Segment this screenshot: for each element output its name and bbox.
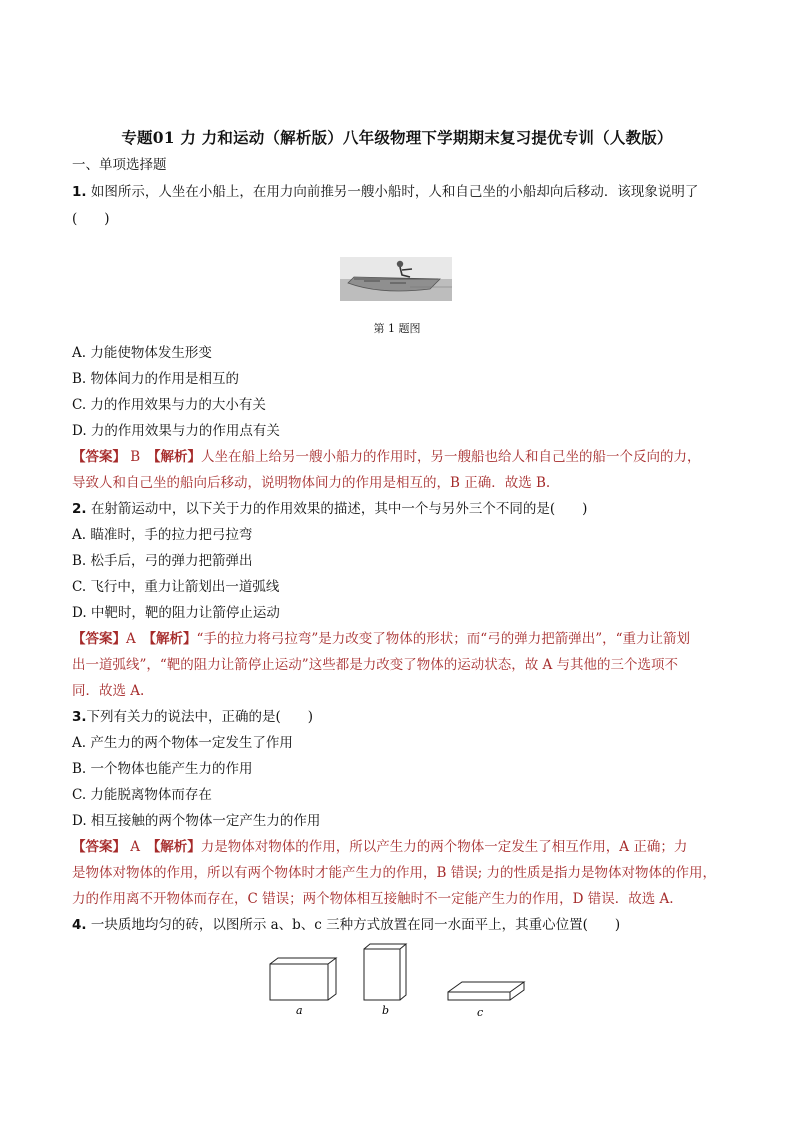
brick-a	[270, 958, 336, 1000]
analysis-text: 人坐在船上给另一艘小船力的作用时，另一艘船也给人和自己坐的船一个反向的力，	[200, 449, 701, 465]
answer-tag: 【答案】	[72, 449, 126, 465]
brick-b	[364, 944, 406, 1000]
boat-illustration	[340, 257, 452, 301]
brick-diagram	[266, 942, 528, 1018]
page-title: 专题01 力 力和运动（解析版）八年级物理下学期期末复习提优专训（人教版）	[121, 128, 673, 147]
option-a: A. 产生力的两个物体一定发生了作用	[72, 735, 293, 751]
question-text: 下列有关力的说法中，正确的是( )	[86, 709, 314, 725]
question-3	[72, 708, 724, 726]
analysis-line: 导致人和自己坐的船向后移动，说明物体间力的作用是相互的，B 正确．故选 B.	[72, 475, 551, 491]
question-1-bracket: ( )	[72, 211, 110, 227]
question-4	[72, 916, 724, 934]
answer-value: A	[126, 631, 150, 647]
brick-c	[448, 982, 524, 1000]
question-number: 1.	[72, 184, 87, 200]
option-b: B. 物体间力的作用是相互的	[72, 371, 240, 387]
option-b: B. 一个物体也能产生力的作用	[72, 761, 253, 777]
option-b: B. 松手后，弓的弹力把箭弹出	[72, 553, 253, 569]
analysis-line: 同．故选 A.	[72, 683, 145, 699]
answer-block	[72, 630, 724, 648]
analysis-line: 是物体对物体的作用，所以有两个物体时才能产生力的作用，B 错误; 力的性质是指力是物体对物体的作用，	[72, 865, 717, 881]
answer-block	[72, 838, 724, 856]
label-a: a	[296, 1004, 303, 1017]
question-number: 2.	[72, 501, 87, 517]
analysis-text: “手的拉力将弓拉弯”是力改变了物体的形状；而“弓的弹力把箭弹出”，“重力让箭划	[196, 631, 691, 647]
option-a: A. 瞄准时，手的拉力把弓拉弯	[72, 527, 253, 543]
question-number: 3.	[72, 709, 87, 725]
analysis-line: 出一道弧线”，“靶的阻力让箭停止运动”这些都是力改变了物体的运动状态，故 A 与其他的三个选项不	[72, 657, 679, 673]
question-number: 4.	[72, 917, 87, 933]
label-b: b	[382, 1004, 390, 1017]
option-d: D. 力的作用效果与力的作用点有关	[72, 423, 280, 439]
figure-caption: 第 1 题图	[373, 322, 421, 335]
option-d: D. 相互接触的两个物体一定产生力的作用	[72, 813, 321, 829]
option-d: D. 中靶时，靶的阻力让箭停止运动	[72, 605, 280, 621]
analysis-tag: 【解析】	[153, 839, 201, 855]
answer-block	[72, 448, 724, 466]
question-2	[72, 500, 724, 518]
label-c: c	[477, 1006, 484, 1018]
question-1	[72, 183, 724, 201]
analysis-tag: 【解析】	[149, 631, 197, 647]
answer-value: B	[126, 449, 154, 465]
analysis-text: 力是物体对物体的作用，所以产生力的两个物体一定发生了相互作用，A 正确；力	[200, 839, 688, 855]
option-c: C. 力能脱离物体而存在	[72, 787, 212, 803]
question-text: 一块质地均匀的砖，以图所示 a、b、c 三种方式放置在同一水面平上，其重心位置( )	[86, 917, 621, 933]
answer-value: A	[126, 839, 154, 855]
analysis-tag: 【解析】	[153, 449, 201, 465]
question-text: 在射箭运动中，以下关于力的作用效果的描述，其中一个与另外三个不同的是( )	[86, 501, 588, 517]
answer-tag: 【答案】	[72, 839, 126, 855]
question-text: 如图所示，人坐在小船上，在用力向前推另一艘小船时，人和自己坐的小船却向后移动．该现象说明了	[86, 184, 699, 200]
option-c: C. 力的作用效果与力的大小有关	[72, 397, 266, 413]
option-c: C. 飞行中，重力让箭划出一道弧线	[72, 579, 280, 595]
option-a: A. 力能使物体发生形变	[72, 345, 212, 361]
analysis-line: 力的作用离不开物体而存在，C 错误；两个物体相互接触时不一定能产生力的作用，D 错误．故选 A.	[72, 891, 674, 907]
answer-tag: 【答案】	[72, 631, 126, 647]
section-heading: 一、单项选择题	[72, 157, 167, 173]
